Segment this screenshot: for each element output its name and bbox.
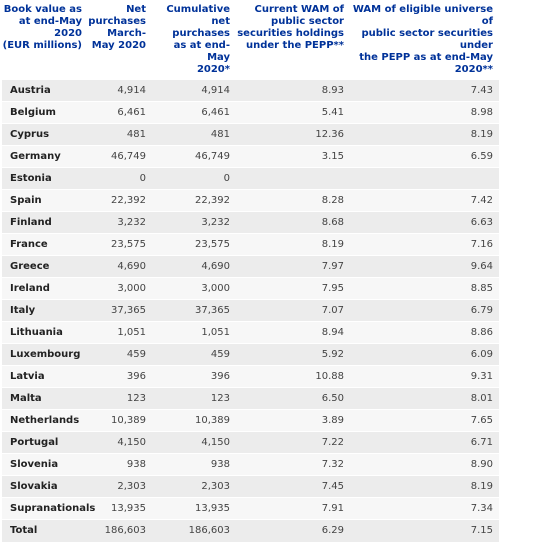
net-purchases-cell: 481 [88,124,152,146]
table-row [2,410,499,432]
table-row [2,388,499,410]
table-row [2,102,499,124]
wam-universe-cell: 8.19 [350,124,499,146]
current-wam-cell: 12.36 [236,124,350,146]
country-cell: Ireland [2,278,88,300]
table-row [2,168,499,190]
current-wam-cell: 8.19 [236,234,350,256]
cumulative-purchases-cell: 3,232 [152,212,236,234]
pepp-holdings-table [2,0,499,542]
table-row [2,432,499,454]
table-row [2,190,499,212]
table-row [2,80,499,102]
country-cell: France [2,234,88,256]
country-cell: Malta [2,388,88,410]
table-row [2,234,499,256]
wam-universe-cell: 6.59 [350,146,499,168]
table-row [2,256,499,278]
country-cell: Slovenia [2,454,88,476]
net-purchases-cell: 2,303 [88,476,152,498]
wam-universe-cell: 7.15 [350,520,499,542]
net-purchases-cell: 3,232 [88,212,152,234]
current-wam-cell: 7.07 [236,300,350,322]
cumulative-purchases-cell: 4,690 [152,256,236,278]
net-purchases-cell: 938 [88,454,152,476]
wam-universe-cell: 7.43 [350,80,499,102]
wam-universe-cell: 8.98 [350,102,499,124]
country-cell: Slovakia [2,476,88,498]
table-row [2,366,499,388]
current-wam-cell: 6.29 [236,520,350,542]
header-net-purchases: Net purchases March- May 2020 [88,0,152,80]
current-wam-cell: 3.15 [236,146,350,168]
wam-universe-cell: 6.09 [350,344,499,366]
cumulative-purchases-cell: 186,603 [152,520,236,542]
current-wam-cell: 8.28 [236,190,350,212]
cumulative-purchases-cell: 3,000 [152,278,236,300]
current-wam-cell: 8.68 [236,212,350,234]
header-wam-eligible-universe: WAM of eligible universe of public sector securities under the PEPP as at end-May 2020** [350,0,499,80]
header-cumulative-net-purchases: Cumulative net purchases as at end-May 2020* [152,0,236,80]
net-purchases-cell: 23,575 [88,234,152,256]
table-row [2,344,499,366]
cumulative-purchases-cell: 10,389 [152,410,236,432]
country-cell: Luxembourg [2,344,88,366]
cumulative-purchases-cell: 4,150 [152,432,236,454]
current-wam-cell: 8.93 [236,80,350,102]
cumulative-purchases-cell: 4,914 [152,80,236,102]
country-cell: Estonia [2,168,88,190]
header-book-value: Book value as at end-May 2020 (EUR millions) [2,0,88,80]
current-wam-cell [236,168,350,190]
net-purchases-cell: 396 [88,366,152,388]
net-purchases-cell: 4,690 [88,256,152,278]
country-cell: Austria [2,80,88,102]
current-wam-cell: 6.50 [236,388,350,410]
table-row [2,212,499,234]
wam-universe-cell: 7.16 [350,234,499,256]
current-wam-cell: 7.45 [236,476,350,498]
table-row [2,278,499,300]
cumulative-purchases-cell: 481 [152,124,236,146]
table-row [2,322,499,344]
header-current-wam: Current WAM of public sector securities holdings under the PEPP** [236,0,350,80]
current-wam-cell: 3.89 [236,410,350,432]
current-wam-cell: 7.22 [236,432,350,454]
cumulative-purchases-cell: 13,935 [152,498,236,520]
cumulative-purchases-cell: 6,461 [152,102,236,124]
net-purchases-cell: 186,603 [88,520,152,542]
table-row [2,498,499,520]
country-cell: Spain [2,190,88,212]
cumulative-purchases-cell: 46,749 [152,146,236,168]
wam-universe-cell: 7.34 [350,498,499,520]
table-header [2,0,499,80]
wam-universe-cell: 6.63 [350,212,499,234]
wam-universe-cell: 8.90 [350,454,499,476]
table-row [2,146,499,168]
table-body [2,80,499,542]
table-row [2,454,499,476]
current-wam-cell: 7.91 [236,498,350,520]
current-wam-cell: 10.88 [236,366,350,388]
net-purchases-cell: 1,051 [88,322,152,344]
wam-universe-cell: 7.42 [350,190,499,212]
wam-universe-cell: 9.31 [350,366,499,388]
table-row [2,300,499,322]
net-purchases-cell: 13,935 [88,498,152,520]
net-purchases-cell: 4,150 [88,432,152,454]
wam-universe-cell: 6.71 [350,432,499,454]
wam-universe-cell: 8.86 [350,322,499,344]
cumulative-purchases-cell: 23,575 [152,234,236,256]
wam-universe-cell [350,168,499,190]
wam-universe-cell: 8.85 [350,278,499,300]
cumulative-purchases-cell: 938 [152,454,236,476]
current-wam-cell: 5.92 [236,344,350,366]
cumulative-purchases-cell: 123 [152,388,236,410]
country-cell: Portugal [2,432,88,454]
country-cell: Greece [2,256,88,278]
country-cell: Germany [2,146,88,168]
wam-universe-cell: 7.65 [350,410,499,432]
cumulative-purchases-cell: 459 [152,344,236,366]
net-purchases-cell: 10,389 [88,410,152,432]
cumulative-purchases-cell: 37,365 [152,300,236,322]
net-purchases-cell: 22,392 [88,190,152,212]
net-purchases-cell: 3,000 [88,278,152,300]
wam-universe-cell: 8.01 [350,388,499,410]
cumulative-purchases-cell: 1,051 [152,322,236,344]
cumulative-purchases-cell: 396 [152,366,236,388]
header-row [2,0,499,80]
net-purchases-cell: 6,461 [88,102,152,124]
wam-universe-cell: 6.79 [350,300,499,322]
table-row [2,520,499,542]
net-purchases-cell: 46,749 [88,146,152,168]
country-cell: Supranationals [2,498,88,520]
country-cell: Total [2,520,88,542]
country-cell: Belgium [2,102,88,124]
current-wam-cell: 5.41 [236,102,350,124]
country-cell: Netherlands [2,410,88,432]
country-cell: Lithuania [2,322,88,344]
country-cell: Cyprus [2,124,88,146]
table-row [2,124,499,146]
cumulative-purchases-cell: 22,392 [152,190,236,212]
net-purchases-cell: 123 [88,388,152,410]
country-cell: Italy [2,300,88,322]
net-purchases-cell: 37,365 [88,300,152,322]
current-wam-cell: 8.94 [236,322,350,344]
net-purchases-cell: 4,914 [88,80,152,102]
table-row [2,476,499,498]
current-wam-cell: 7.95 [236,278,350,300]
wam-universe-cell: 8.19 [350,476,499,498]
net-purchases-cell: 459 [88,344,152,366]
country-cell: Finland [2,212,88,234]
pepp-holdings-table-container [2,0,499,542]
net-purchases-cell: 0 [88,168,152,190]
current-wam-cell: 7.97 [236,256,350,278]
cumulative-purchases-cell: 0 [152,168,236,190]
cumulative-purchases-cell: 2,303 [152,476,236,498]
country-cell: Latvia [2,366,88,388]
wam-universe-cell: 9.64 [350,256,499,278]
current-wam-cell: 7.32 [236,454,350,476]
